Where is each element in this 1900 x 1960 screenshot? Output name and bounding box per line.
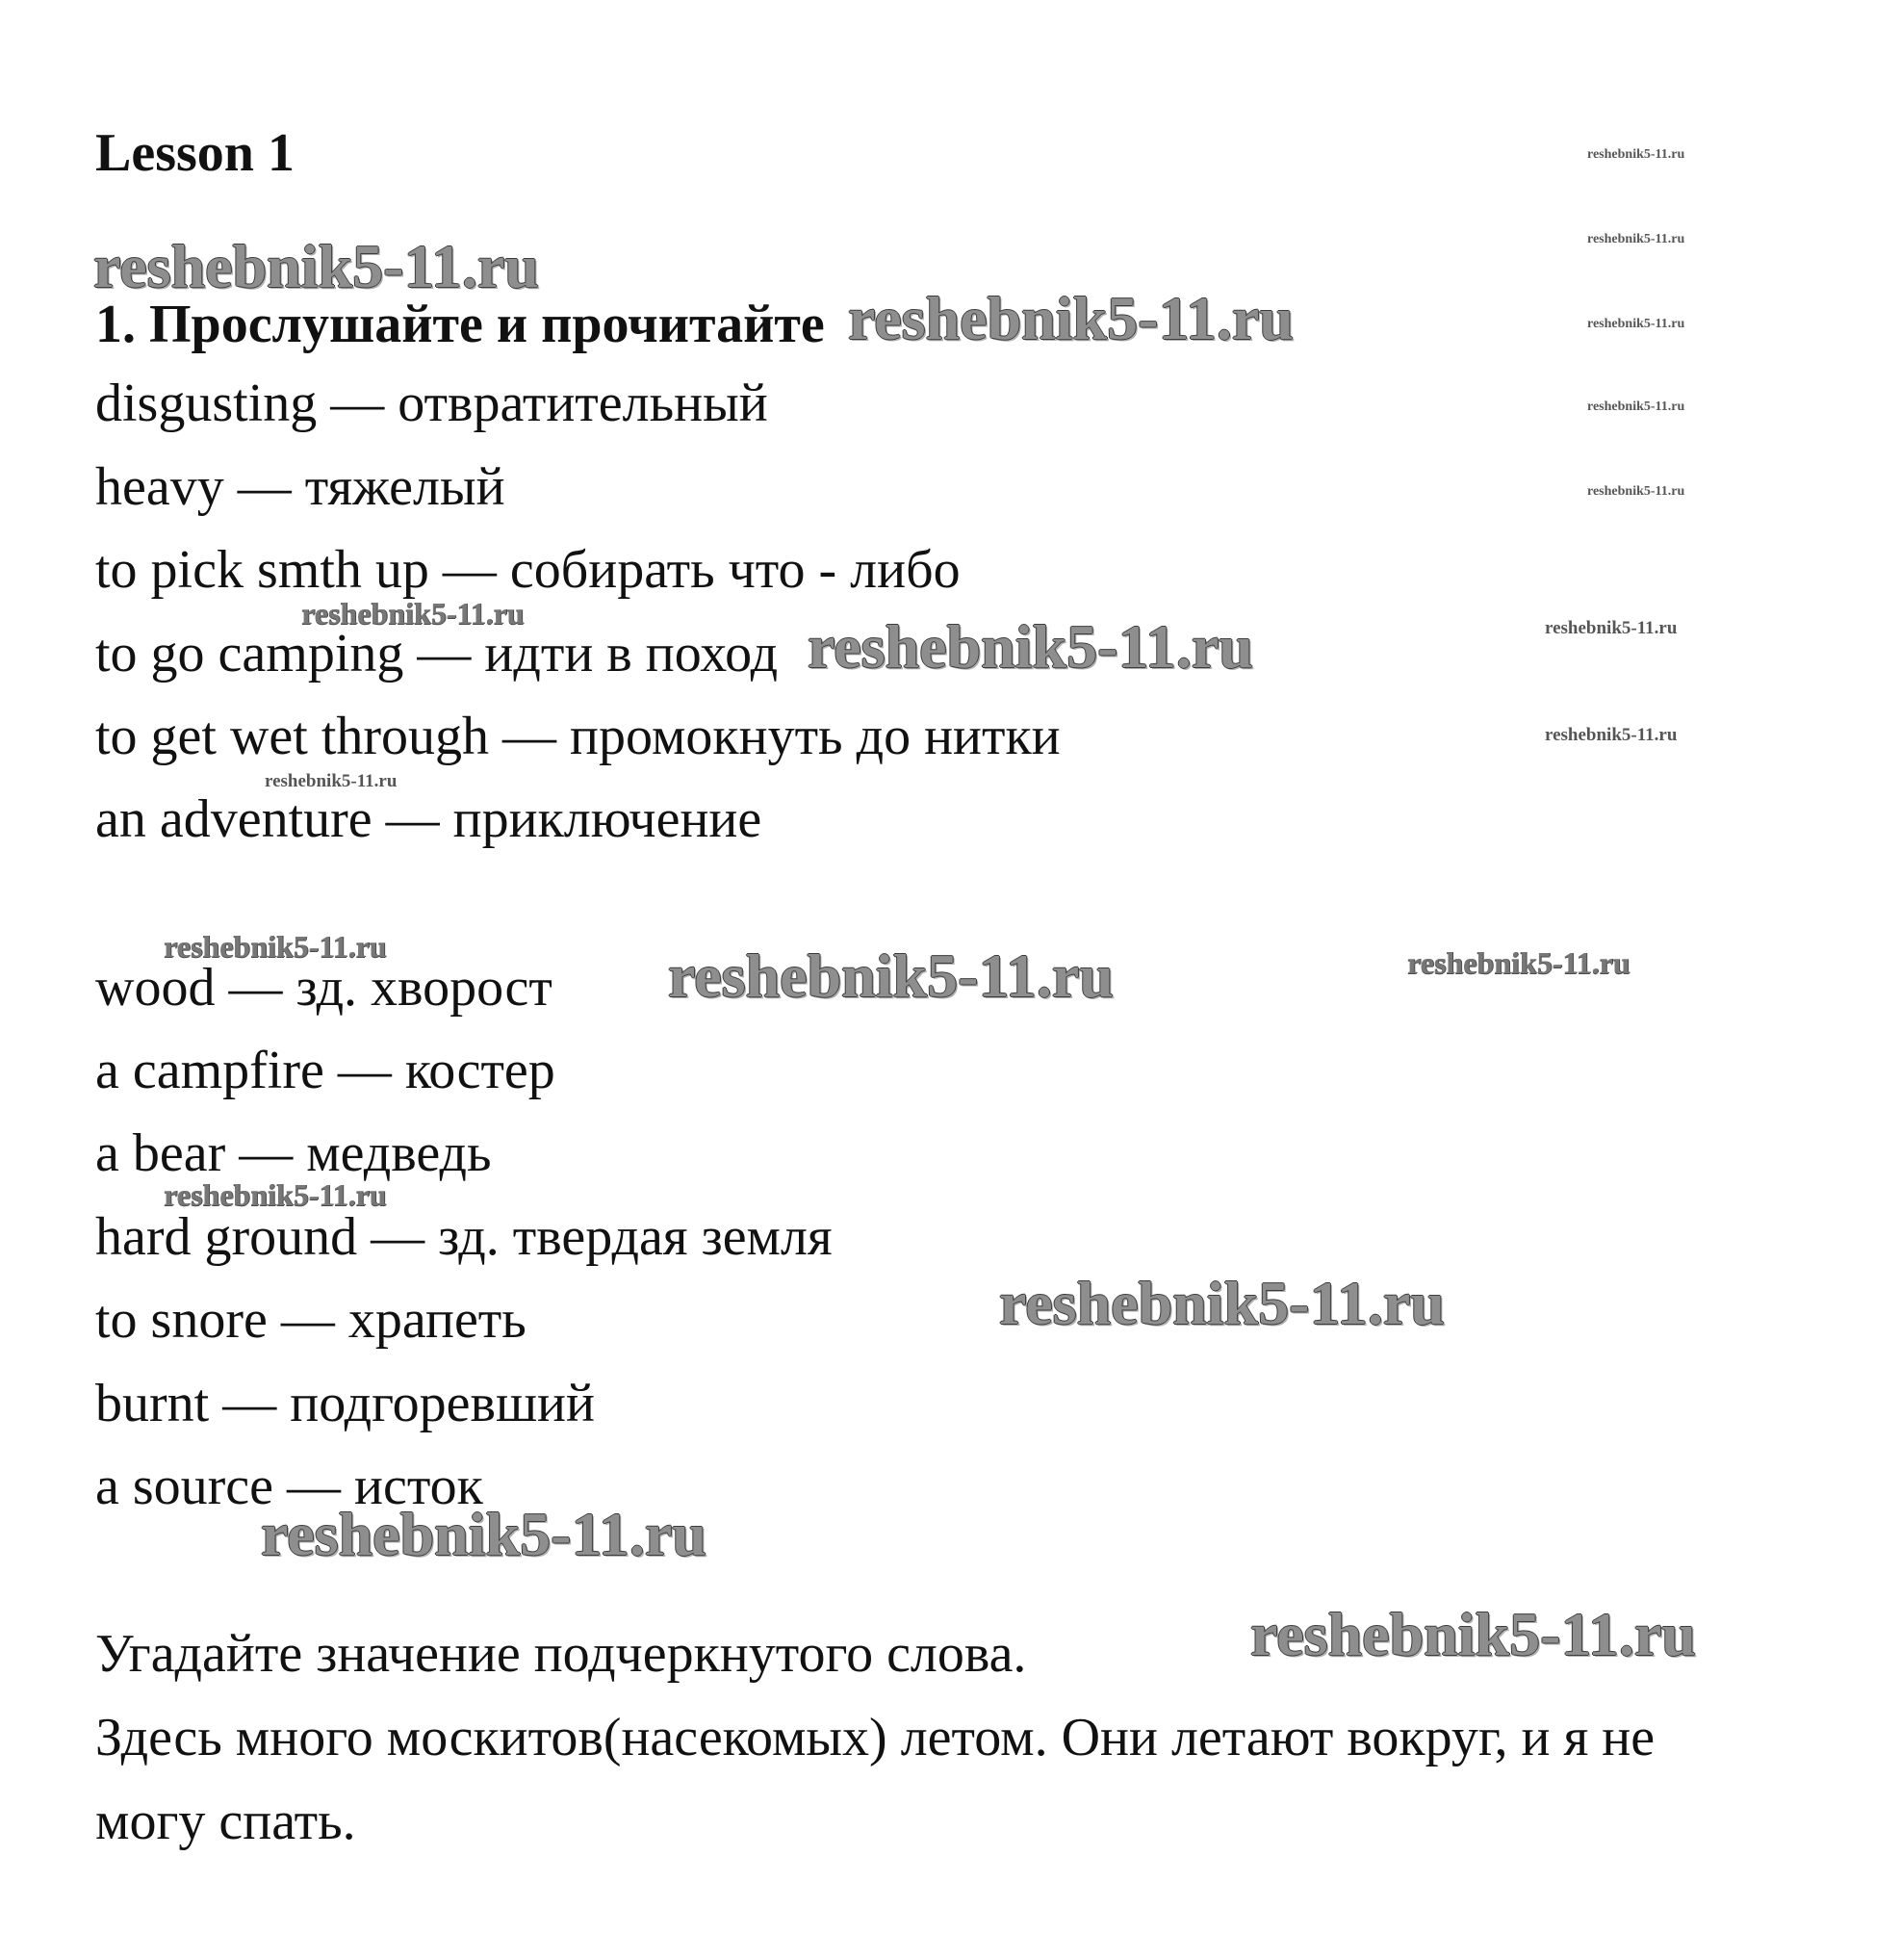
vocabulary-term: to go camping <box>95 624 404 683</box>
vocabulary-separator: — <box>222 1374 277 1433</box>
watermark: reshebnik5-11.ru <box>1587 317 1685 331</box>
vocabulary-term: wood <box>95 958 216 1018</box>
watermark: reshebnik5-11.ru <box>1587 147 1685 162</box>
vocabulary-separator: — <box>337 1041 392 1100</box>
vocabulary-separator: — <box>371 1207 425 1267</box>
vocabulary-translation: промокнуть до нитки <box>570 707 1061 766</box>
vocabulary-separator: — <box>330 374 385 433</box>
vocabulary-term: a bear <box>95 1123 226 1183</box>
watermark: reshebnik5-11.ru <box>301 596 525 631</box>
watermark: reshebnik5-11.ru <box>1407 945 1630 980</box>
watermark: reshebnik5-11.ru <box>668 941 1114 1010</box>
watermark: reshebnik5-11.ru <box>1587 232 1685 246</box>
vocabulary-separator: — <box>280 1290 335 1350</box>
watermark: reshebnik5-11.ru <box>93 232 539 300</box>
watermark: reshebnik5-11.ru <box>164 929 387 964</box>
lesson-title: Lesson 1 <box>95 123 295 183</box>
vocabulary-translation: зд. хворост <box>295 958 552 1018</box>
vocabulary-term: to get wet through <box>95 707 490 766</box>
vocabulary-separator: — <box>502 707 557 766</box>
vocabulary-item <box>95 1373 595 1434</box>
exercise-heading: 1. Прослушайте и прочитайте <box>95 295 825 354</box>
task-sentence-line: Здесь много москитов(насекомых) летом. Они летают вокруг, и я не <box>95 1708 1656 1767</box>
watermark: reshebnik5-11.ru <box>1587 484 1685 499</box>
watermark: reshebnik5-11.ru <box>1545 618 1678 638</box>
vocabulary-translation: костер <box>404 1041 555 1100</box>
watermark: reshebnik5-11.ru <box>848 284 1294 352</box>
vocabulary-item <box>95 539 961 601</box>
vocabulary-translation: храпеть <box>347 1290 526 1350</box>
vocabulary-translation: зд. твердая земля <box>438 1207 833 1267</box>
vocabulary-term: a campfire <box>95 1041 324 1100</box>
vocabulary-translation: подгоревший <box>290 1374 595 1433</box>
vocabulary-translation: медведь <box>306 1123 492 1183</box>
vocabulary-item <box>95 788 761 850</box>
vocabulary-item <box>95 623 778 684</box>
vocabulary-term: hard ground <box>95 1207 358 1267</box>
watermark: reshebnik5-11.ru <box>261 1500 706 1568</box>
watermark: reshebnik5-11.ru <box>808 612 1253 681</box>
vocabulary-item <box>95 1040 555 1101</box>
vocabulary-translation: тяжелый <box>304 457 505 517</box>
vocabulary-separator: — <box>287 1457 342 1516</box>
vocabulary-item <box>95 373 768 434</box>
vocabulary-term: disgusting <box>95 374 318 433</box>
vocabulary-item <box>95 1206 833 1268</box>
watermark: reshebnik5-11.ru <box>164 1177 387 1212</box>
vocabulary-separator: — <box>237 457 292 517</box>
vocabulary-term: to snore <box>95 1290 268 1350</box>
vocabulary-item <box>95 456 505 518</box>
vocabulary-translation: приключение <box>452 789 762 849</box>
vocabulary-item <box>95 706 1061 767</box>
watermark: reshebnik5-11.ru <box>1545 725 1678 745</box>
watermark: reshebnik5-11.ru <box>1250 1600 1696 1668</box>
vocabulary-term: burnt <box>95 1374 210 1433</box>
vocabulary-separator: — <box>442 540 497 600</box>
watermark: reshebnik5-11.ru <box>999 1269 1445 1337</box>
task-sentence-line: могу спать. <box>95 1792 356 1851</box>
vocabulary-separator: — <box>228 958 283 1018</box>
watermark: reshebnik5-11.ru <box>1587 400 1685 414</box>
vocabulary-separator: — <box>385 789 440 849</box>
vocabulary-separator: — <box>417 624 472 683</box>
task-instruction: Угадайте значение подчеркнутого слова. <box>95 1624 1027 1684</box>
vocabulary-separator: — <box>239 1123 294 1183</box>
vocabulary-item <box>95 957 552 1019</box>
vocabulary-item <box>95 1289 526 1351</box>
vocabulary-term: a source <box>95 1457 274 1516</box>
vocabulary-translation: идти в поход <box>484 624 779 683</box>
vocabulary-term: heavy <box>95 457 224 517</box>
vocabulary-item <box>95 1122 492 1184</box>
vocabulary-translation: исток <box>354 1457 483 1516</box>
vocabulary-translation: собирать что - либо <box>509 540 961 600</box>
watermark: reshebnik5-11.ru <box>265 771 398 791</box>
vocabulary-term: an adventure <box>95 789 372 849</box>
vocabulary-term: to pick smth up <box>95 540 429 600</box>
vocabulary-translation: отвратительный <box>398 374 768 433</box>
